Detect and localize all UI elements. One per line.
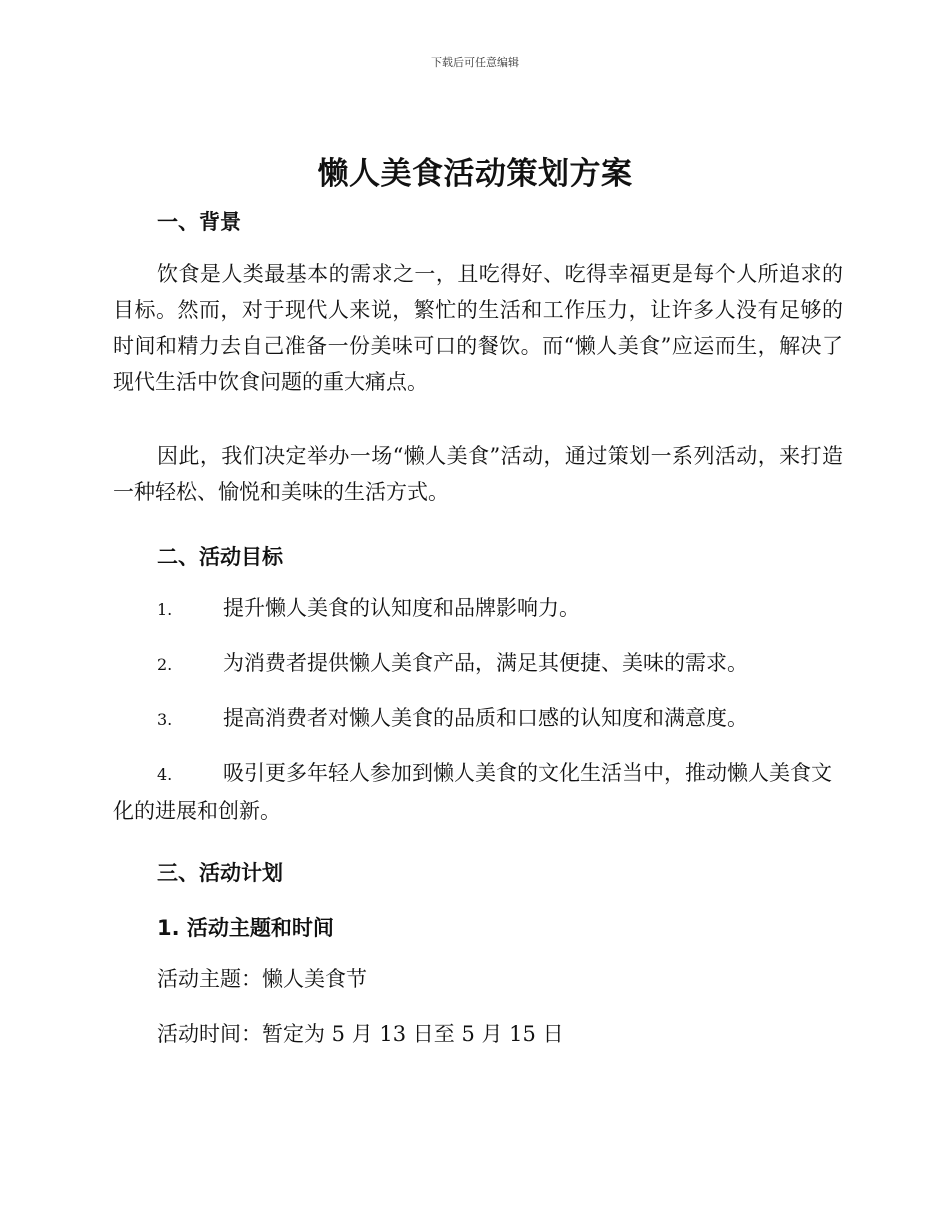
plan-time-line: 活动时间：暂定为 5 月 13 日至 5 月 15 日 [157,1022,564,1046]
plan-theme-line: 活动主题：懒人美食节 [157,967,367,991]
goal-item-number: 2. [157,655,173,674]
goal-item-text: 为消费者提供懒人美食产品，满足其便捷、美味的需求。 [223,651,748,675]
background-paragraph-2: 因此，我们决定举办一场“懒人美食”活动，通过策划一系列活动，来打造一种轻松、愉悦和美味的生活方式。 [113,444,843,504]
goal-item-1 [113,590,843,628]
document-title: 懒人美食活动策划方案 [317,156,633,192]
section-heading-background: 一、背景 [157,210,241,234]
section-heading-goals: 二、活动目标 [157,545,283,569]
goal-item-text: 吸引更多年轻人参加到懒人美食的文化生活当中，推动懒人美食文化的进展和创新。 [113,761,832,823]
goal-item-4 [113,755,843,829]
section-heading-plan: 三、活动计划 [157,861,283,885]
goal-item-text: 提升懒人美食的认知度和品牌影响力。 [223,596,580,620]
goal-item-text: 提高消费者对懒人美食的品质和口感的认知度和满意度。 [223,706,748,730]
goal-item-number: 1. [157,600,173,619]
header-note: 下载后可任意编辑 [431,56,519,69]
goal-item-2 [113,645,843,683]
goal-item-3 [113,700,843,738]
background-paragraph-1: 饮食是人类最基本的需求之一，且吃得好、吃得幸福更是每个人所追求的目标。然而，对于现代人来说，繁忙的生活和工作压力，让许多人没有足够的时间和精力去自己准备一份美味可口的餐饮。而“懒人美食”应运而生，解决了现代生活中饮食问题的重大痛点。 [113,262,843,394]
plan-subheading-theme-time: 1. 活动主题和时间 [157,916,334,940]
goal-item-number: 3. [157,710,173,729]
goal-item-number: 4. [157,765,173,784]
